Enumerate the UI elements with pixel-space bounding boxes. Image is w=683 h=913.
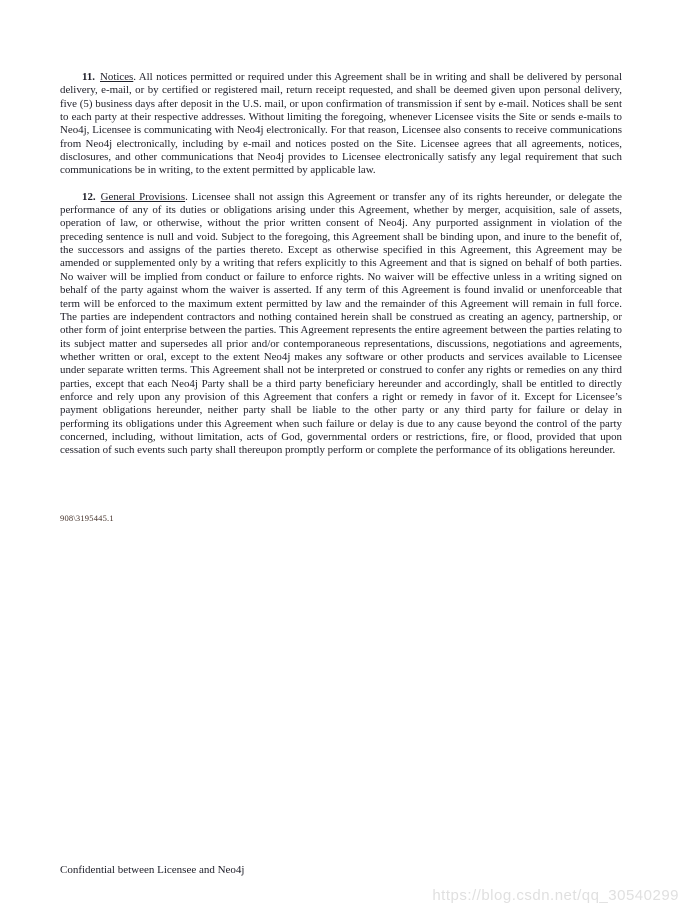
section-heading-general-provisions: General Provisions — [100, 190, 186, 203]
paragraph-notices — [60, 71, 622, 178]
section-number-12: 12. — [82, 190, 96, 203]
section-body-general-provisions: . Licensee shall not assign this Agreement or transfer any of its rights hereunder, or delegate the performance of any of its duties or obligations arising under this Agreement, whether by merger, acquisition, sale of assets, operation of law, or otherwise, without the prior written consent of Neo4j. Any purported assignment in violation of the preceding sentence is null and void. Subject to the foregoing, this Agreement shall be binding upon, and inure to the benefit of, the successors and assigns of the parties thereto. Except as otherwise specified in this Agreement, this Agreement may be amended or supplemented only by a writing that refers explicitly to this Agreement and that is signed on behalf of both parties. No waiver will be implied from conduct or failure to enforce rights. No waiver will be effective unless in a writing signed on behalf of the party against whom the waiver is asserted. If any term of this Agreement is found invalid or unenforceable that term will be enforced to the maximum extent permitted by law and the remainder of this Agreement will remain in full force. The parties are independent contractors and nothing contained herein shall be construed as creating an agency, partnership, or other form of joint enterprise between the parties. This Agreement represents the entire agreement between the parties relating to its subject matter and supersedes all prior and/or contemporaneous representations, discussions, negotiations and agreements, whether written or oral, except to the extent Neo4j makes any software or other products and services available to Licensee under separate written terms. This Agreement shall not be interpreted or construed to confer any rights or remedies on any third parties, except that each Neo4j Party shall be a third party beneficiary hereunder and accordingly, shall be entitled to directly enforce and rely upon any provision of this Agreement that confers a right or remedy in favor of it. Except for Licensee’s payment obligations hereunder, neither party shall be liable to the other party or any third party for failure or delay in performing its obligations under this Agreement when such failure or delay is due to any cause beyond the control of the party concerned, including, without limitation, acts of God, governmental orders or restrictions, fire, or flood, provided that upon cessation of such events such party shall thereupon promptly perform or complete the performance of its obligations hereunder. — [60, 190, 622, 457]
section-heading-notices: Notices — [100, 71, 134, 83]
csdn-watermark: https://blog.csdn.net/qq_30540299 — [432, 887, 679, 904]
section-number-11: 11. — [82, 71, 96, 83]
paragraph-general-provisions — [60, 191, 622, 458]
document-body — [60, 71, 622, 458]
confidential-footer: Confidential between Licensee and Neo4j — [60, 864, 245, 876]
section-body-notices: . All notices permitted or required under this Agreement shall be in writing and shall be delivered by personal delivery, e-mail, or by certified or registered mail, return receipt requested, and shall be deemed given upon personal delivery, five (5) business days after deposit in the U.S. mail, or upon confirmation of transmission if sent by e-mail. Notices shall be sent to each party at their respective addresses. Without limiting the foregoing, whenever Licensee visits the Site or sends e-mails to Neo4j, Licensee is communicating with Neo4j electronically. For that reason, Licensee also consents to receive communications from Neo4j electronically, including by e-mail and notices posted on the Site. Licensee agrees that all agreements, notices, disclosures, and other communications that Neo4j provides to Licensee electronically satisfy any legal requirement that such communications be in writing, to the extent permitted by applicable law. — [60, 71, 622, 177]
reference-number: 908\3195445.1 — [60, 513, 114, 523]
